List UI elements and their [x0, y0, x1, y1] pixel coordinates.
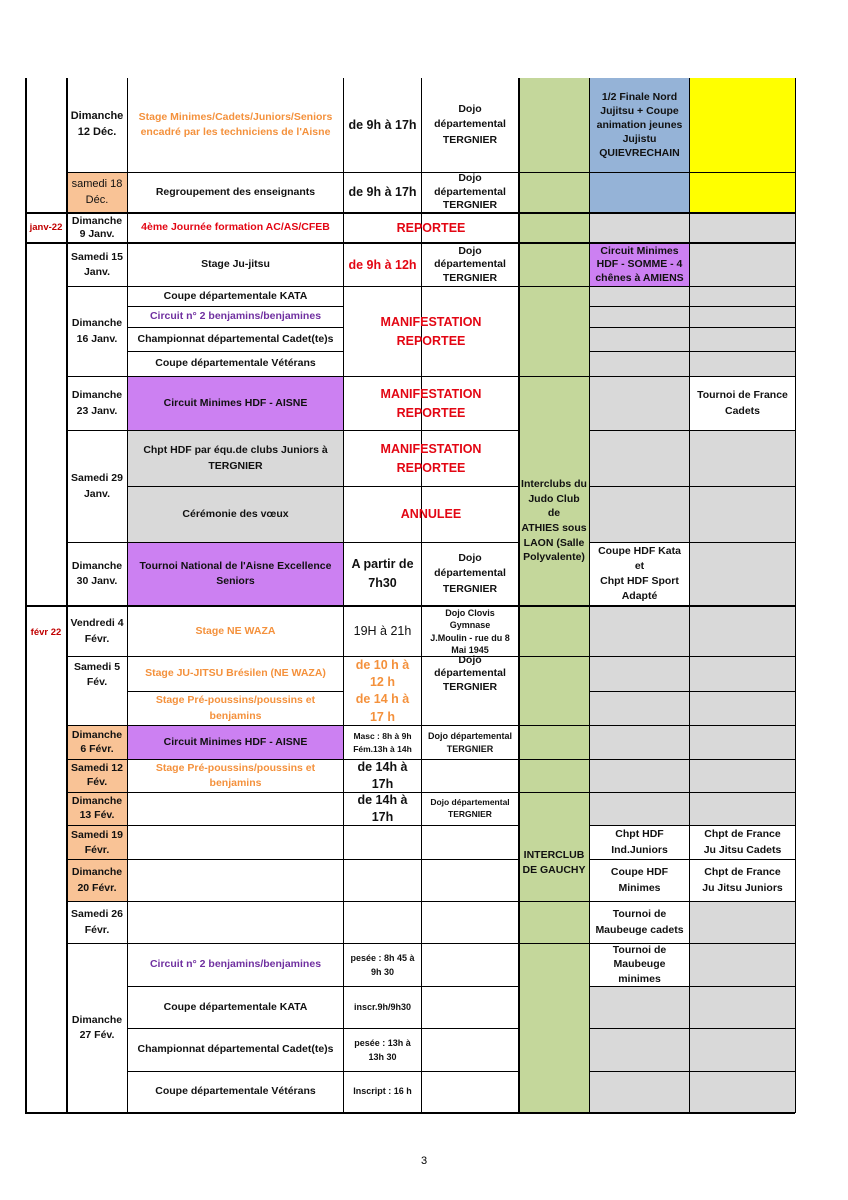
place-cell: Dojo départemental TERGNIER — [434, 172, 506, 212]
event-cell: Coupe départementale KATA — [163, 289, 308, 302]
event-cell: Circuit Minimes HDF - AISNE — [163, 735, 308, 748]
event-cell: Tournoi National de l'Aisne Excellence Seniors — [139, 559, 332, 587]
event-cell: Stage JU-JITSU Brésilen (NE WAZA) — [145, 667, 326, 680]
time-cell: de 9h à 17h — [348, 117, 417, 132]
interclub-cell: Interclubs du Judo Club de ATHIES sous LAON (Salle Polyvalente) — [521, 477, 587, 564]
place-cell: Dojo départemental TERGNIER — [427, 730, 512, 754]
page-number: 3 — [420, 1155, 428, 1167]
competition-cell: Chpt HDF Ind.Juniors — [611, 828, 668, 856]
competition-cell: Tournoi de France Cadets — [697, 389, 788, 417]
place-cell: Dojo départemental TERGNIER — [434, 654, 506, 693]
blue-cell — [590, 172, 689, 213]
time-cell: pesée : 13h à 13h 30 — [354, 1037, 411, 1062]
event-cell: Coupe départementale Vétérans — [155, 357, 316, 370]
date-cell: Dimanche 12 Déc. — [70, 110, 124, 138]
event-cell: Circuit n° 2 benjamins/benjamines — [149, 958, 322, 971]
gray-column-6a — [590, 213, 689, 243]
place-cell: Dojo Clovis Gymnase J.Moulin - rue du 8 Mai 1945 — [430, 608, 510, 655]
event-cell: Stage Pré-poussins/poussins et benjamins — [155, 694, 316, 722]
competition-cell: Circuit Minimes HDF - SOMME - 4 chênes à AMIENS — [595, 244, 684, 284]
place-cell: Dojo départemental TERGNIER — [434, 244, 506, 284]
date-cell: Dimanche 27 Fév. — [71, 1013, 123, 1041]
competition-cell: 1/2 Finale Nord Jujitsu + Coupe animation jeunes Jujistu QUIEVRECHAIN — [596, 90, 683, 160]
time-cell: Inscript : 16 h — [353, 1086, 412, 1097]
time-cell: de 9h à 12h — [348, 257, 417, 272]
status-cell: MANIFESTATION REPORTEE — [380, 441, 482, 475]
event-cell: Stage Pré-poussins/poussins et benjamins — [155, 761, 316, 789]
date-cell: Dimanche 6 Févr. — [71, 728, 123, 755]
date-cell: Dimanche 16 Janv. — [71, 317, 123, 345]
date-cell: Samedi 26 Févr. — [71, 908, 123, 936]
time-cell: Masc : 8h à 9h Fém.13h à 14h — [353, 731, 412, 754]
date-cell: Samedi 5 Fév. — [73, 661, 121, 689]
time-cell: de 10 h à 12 h — [355, 657, 410, 689]
date-cell: Samedi 19 Févr. — [71, 829, 123, 856]
competition-cell: Tournoi de Maubeuge cadets — [595, 908, 684, 936]
event-cell: Chpt HDF par équ.de clubs Juniors à TERGNIER — [143, 444, 328, 472]
gray-column-6b — [590, 286, 689, 542]
event-cell: Championnat départemental Cadet(te)s — [137, 332, 334, 345]
competition-cell: Chpt de France Ju Jitsu Cadets — [703, 828, 782, 856]
time-cell: de 14h à 17h — [357, 793, 408, 824]
date-cell: Dimanche 9 Janv. — [71, 214, 123, 240]
status-cell: MANIFESTATION REPORTEE — [380, 386, 482, 420]
yellow-cell — [689, 78, 795, 213]
date-cell: Samedi 12 Fév. — [71, 762, 123, 788]
time-cell: A partir de 7h30 — [351, 557, 414, 590]
status-cell: MANIFESTATION REPORTEE — [380, 314, 482, 348]
time-cell: pesée : 8h 45 à 9h 30 — [350, 952, 415, 977]
time-cell: de 14 h à 17 h — [355, 692, 410, 724]
event-cell: Stage Ju-jitsu — [201, 258, 270, 271]
event-cell: Coupe départementale KATA — [163, 1000, 308, 1013]
competition-cell: Chpt de France Ju Jitsu Juniors — [702, 866, 783, 894]
green-column — [519, 78, 590, 1113]
date-cell: samedi 18 Déc. — [71, 177, 123, 206]
time-cell: 19H à 21h — [353, 624, 412, 639]
place-cell: Dojo départemental TERGNIER — [434, 103, 506, 146]
place-cell: Dojo départemental TERGNIER — [434, 552, 506, 595]
competition-cell: Tournoi de Maubeuge minimes — [612, 944, 667, 985]
date-cell: Dimanche 30 Janv. — [71, 559, 123, 587]
date-cell: Dimanche 23 Janv. — [71, 389, 123, 417]
date-cell: Vendredi 4 Févr. — [70, 617, 124, 645]
interclub-cell: INTERCLUB DE GAUCHY — [522, 848, 586, 876]
gray-column-7a — [689, 213, 795, 1113]
date-cell: Samedi 15 Janv. — [71, 250, 123, 278]
event-cell: Cérémonie des vœux — [182, 507, 289, 520]
date-cell: Dimanche 13 Fév. — [71, 795, 123, 821]
place-cell: Dojo départemental TERGNIER — [430, 797, 510, 819]
event-cell: Regroupement des enseignants — [155, 185, 316, 198]
event-cell: Stage Minimes/Cadets/Juniors/Seniors encadré par les techniciens de l'Aisne — [138, 110, 333, 138]
month-label-jan: janv-22 — [29, 222, 63, 234]
status-cell: REPORTEE — [396, 220, 466, 235]
competition-cell: Coupe HDF Kata et Chpt HDF Sport Adapté — [598, 544, 681, 603]
event-cell: Circuit Minimes HDF - AISNE — [163, 396, 308, 409]
competition-cell: Coupe HDF Minimes — [610, 866, 669, 894]
time-cell: de 9h à 17h — [348, 185, 417, 200]
date-cell: Samedi 29 Janv. — [71, 472, 123, 500]
event-cell: Championnat départemental Cadet(te)s — [137, 1043, 334, 1056]
event-cell: Coupe départementale Vétérans — [155, 1085, 316, 1098]
status-cell: ANNULEE — [400, 507, 462, 522]
month-label-feb: févr 22 — [30, 627, 62, 639]
time-cell: de 14h à 17h — [357, 760, 408, 791]
event-cell: Circuit n° 2 benjamins/benjamines — [149, 310, 322, 323]
event-cell: Stage NE WAZA — [195, 624, 276, 637]
time-cell: inscr.9h/9h30 — [353, 1001, 412, 1012]
date-cell: Dimanche 20 Févr. — [71, 866, 123, 894]
event-cell: 4ème Journée formation AC/AS/CFEB — [141, 221, 330, 234]
